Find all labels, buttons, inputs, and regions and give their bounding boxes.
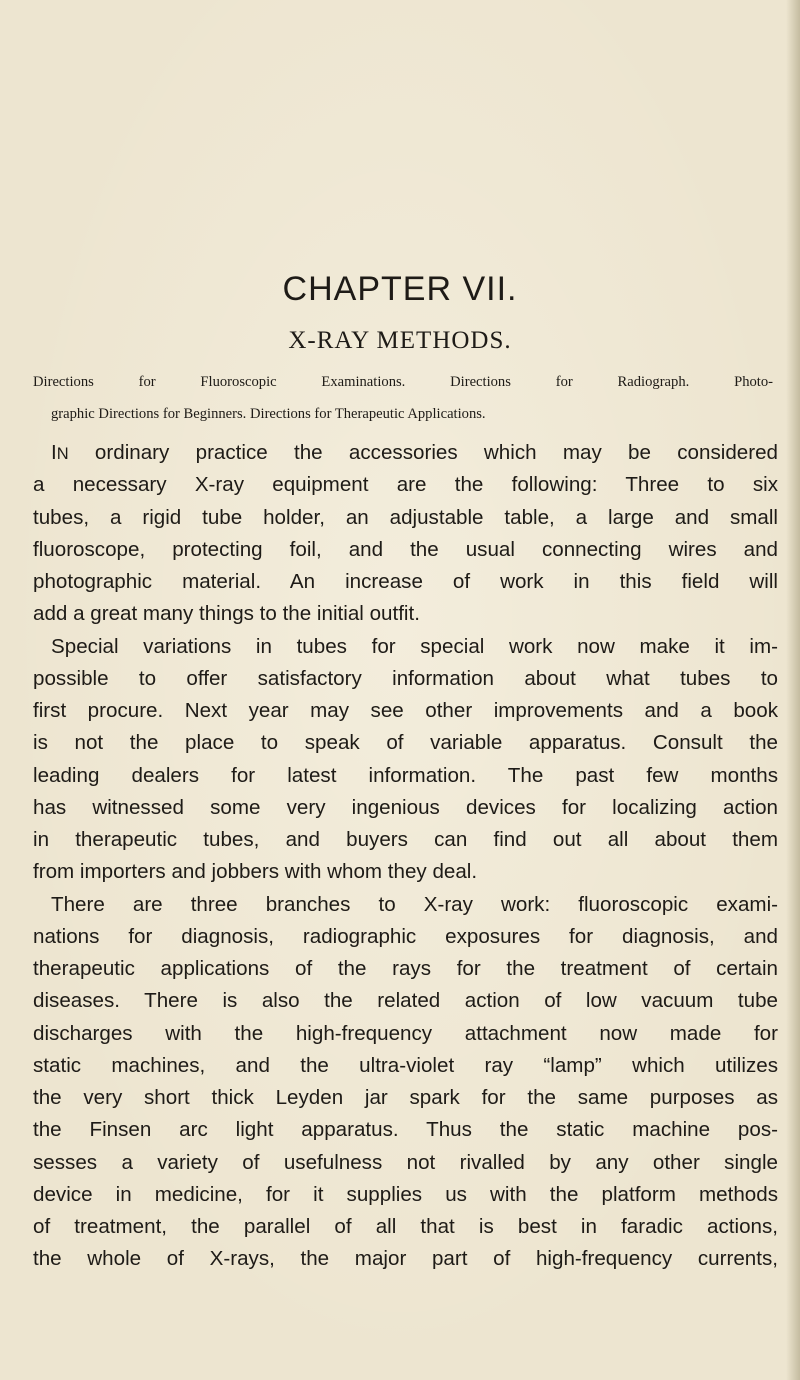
chapter-title: X-RAY METHODS. [288, 327, 512, 354]
body-line: leading dealers for latest information. The past few months [33, 763, 778, 787]
body-line: fluoroscope, protecting foil, and the usual connecting wires and [33, 537, 778, 561]
body-line: in therapeutic tubes, and buyers can find out all about them [33, 828, 778, 851]
body-line: has witnessed some very ingenious devices for localizing action [33, 795, 778, 819]
body-line: There are three branches to X-ray work: fluoroscopic exami- [51, 892, 778, 916]
drop-initial: I [51, 441, 57, 464]
body-line: diseases. There is also the related action of low vacuum tube [33, 989, 778, 1013]
body-line: tubes, a rigid tube holder, an adjustable table, a large and small [33, 505, 778, 529]
body-line: photographic material. An increase of work in this field will [33, 570, 778, 593]
body-line [33, 437, 778, 469]
body-line: a necessary X-ray equipment are the following: Three to six [33, 473, 778, 497]
chapter-heading: CHAPTER VII. [282, 270, 518, 308]
body-line: sesses a variety of usefulness not rivalled by any other single [33, 1150, 778, 1174]
body-line: Special variations in tubes for special work now make it im- [51, 634, 778, 658]
summary-line: Directions for Fluoroscopic Examinations. Directions for Radiograph. Photo- [33, 374, 773, 390]
body-line: possible to offer satisfactory information about what tubes to [33, 666, 778, 690]
chapter-summary [33, 370, 773, 435]
body-line: nations for diagnosis, radiographic exposures for diagnosis, and [33, 924, 778, 948]
body-line: first procure. Next year may see other improvements and a book [33, 699, 778, 722]
summary-line: graphic Directions for Beginners. Directions for Therapeutic Applications. [51, 406, 486, 423]
page-edge-shadow [786, 0, 800, 1380]
body-text [33, 437, 778, 1276]
body-line: device in medicine, for it supplies us with the platform methods [33, 1182, 778, 1206]
small-caps-rest: N [56, 445, 69, 463]
body-line: discharges with the high-frequency attachment now made for [33, 1021, 778, 1045]
body-line: static machines, and the ultra-violet ray “lamp” which utilizes [33, 1053, 778, 1077]
body-line: the Finsen arc light apparatus. Thus the static machine pos- [33, 1118, 778, 1142]
body-line: of treatment, the parallel of all that is best in faradic actions, [33, 1215, 778, 1238]
body-line: add a great many things to the initial outfit. [33, 602, 420, 626]
body-line: the whole of X-rays, the major part of high-frequency currents, [33, 1247, 778, 1271]
first-line-rest: ordinary practice the accessories which may be considered [68, 441, 778, 464]
body-line: therapeutic applications of the rays for the treatment of certain [33, 957, 778, 980]
body-line: the very short thick Leyden jar spark for the same purposes as [33, 1086, 778, 1109]
body-line: is not the place to speak of variable apparatus. Consult the [33, 731, 778, 755]
body-line: from importers and jobbers with whom they deal. [33, 860, 478, 884]
